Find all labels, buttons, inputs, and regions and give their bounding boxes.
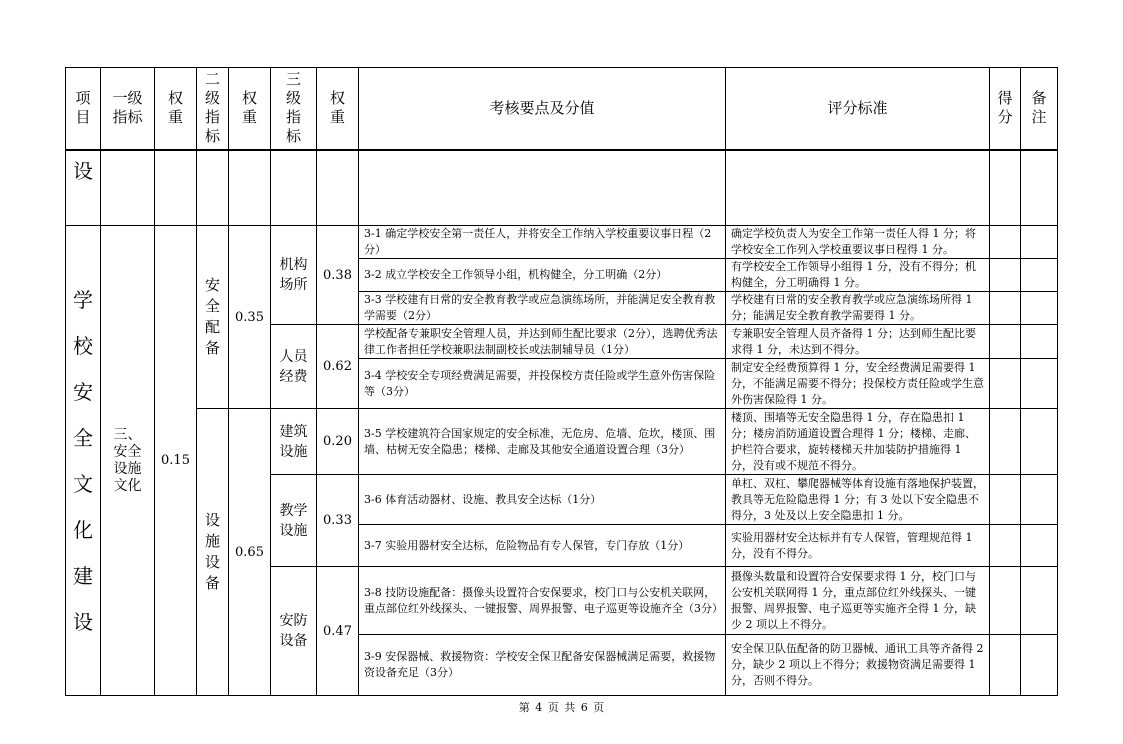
score-cell [990,475,1021,525]
remarks-cell [1021,409,1058,475]
header-row [66,68,1058,150]
level3-weight-buildings: 0.20 [317,409,359,475]
remarks-cell [1021,359,1058,409]
criteria-staffing: 专兼职安全管理人员齐备得 1 分；达到师生配比要求得 1 分，未达到不得分。 [726,325,990,359]
criteria-3-8: 摄像头数量和设置符合安保要求得 1 分，校门口与公安机关联网得 1 分，重点部位红外线探头、一键报警、周界报警、电子巡更等实施齐全得 1 分，缺少 2 项以上不得分。 [726,567,990,635]
header-level2: 二 级 指 标 [197,68,229,150]
continuation-row [66,150,1058,226]
key-point-3-2: 3-2 成立学校安全工作领导小组，机构健全，分工明确（2分） [359,259,726,292]
level2-weight-safety-equipment: 0.35 [229,226,271,409]
header-remarks: 备 注 [1021,68,1058,150]
key-point-3-8: 3-8 技防设施配备：摄像头设置符合安保要求，校门口与公安机关联网，重点部位红外线探头、一键报警、周界报警、电子巡更等设施齐全（3分） [359,567,726,635]
score-cell [990,567,1021,635]
page-number-footer: 第 4 页 共 6 页 [518,701,606,714]
key-point-3-5: 3-5 学校建筑符合国家规定的安全标准，无危房、危墙、危坎，楼顶、围墙、枯树无安全隐患；楼梯、走廊及其他安全通道设置合理（3分） [359,409,726,475]
criteria-3-1: 确定学校负责人为安全工作第一责任人得 1 分；将学校安全工作列入学校重要议事日程得 1 分。 [726,226,990,259]
remarks-cell [1021,567,1058,635]
criteria-3-3: 学校建有日常的安全教育教学或应急演练场所得 1 分；能满足安全教育教学需要得 1 分。 [726,292,990,325]
table-row [66,409,1058,475]
criteria-3-7: 实验用器材安全达标并有专人保管，管理规范得 1 分，没有不得分。 [726,525,990,567]
score-cell [990,359,1021,409]
header-level3: 三 级 指 标 [271,68,317,150]
key-point-3-4: 3-4 学校安全专项经费满足需要，并投保校方责任险或学生意外伤害保险等（3分） [359,359,726,409]
score-cell [990,325,1021,359]
score-cell [990,292,1021,325]
header-score: 得 分 [990,68,1021,150]
level3-weight-teaching: 0.33 [317,475,359,567]
section-title: 学 校 安 全 文 化 建 设 [66,226,101,696]
level3-label-institution: 机构 场所 [271,226,317,325]
level3-weight-institution: 0.38 [317,226,359,325]
table-row [66,226,1058,259]
criteria-3-4: 制定安全经费预算得 1 分，安全经费满足需要得 1 分，不能满足需要不得分；投保校方责任险或学生意外伤害保险得 1 分。 [726,359,990,409]
header-project: 项 目 [66,68,101,150]
score-cell [990,635,1021,696]
key-point-staffing: 学校配备专兼职安全管理人员，并达到师生配比要求（2分），选聘优秀法律工作者担任学校兼职法制副校长或法制辅导员（1分） [359,325,726,359]
key-point-3-6: 3-6 体育活动器材、设施、教具安全达标（1分） [359,475,726,525]
level3-label-personnel: 人员 经费 [271,325,317,409]
level2-weight-facilities: 0.65 [229,409,271,696]
header-key-points: 考核要点及分值 [359,68,726,150]
header-weight1: 权 重 [155,68,197,150]
header-weight3: 权 重 [317,68,359,150]
criteria-3-5: 楼顶、围墙等无安全隐患得 1 分，存在隐患扣 1 分；楼房消防通道设置合理得 1 分；楼梯、走廊、护栏符合要求，旋转楼梯天井加装防护措施得 1 分，没有或不规范不得分。 [726,409,990,475]
remarks-cell [1021,635,1058,696]
level3-weight-personnel: 0.62 [317,325,359,409]
remarks-cell [1021,525,1058,567]
key-point-3-1: 3-1 确定学校安全第一责任人，并将安全工作纳入学校重要议事日程（2分） [359,226,726,259]
remarks-cell [1021,259,1058,292]
header-weight2: 权 重 [229,68,271,150]
score-cell [990,259,1021,292]
criteria-3-9: 安全保卫队伍配备的防卫器械、通讯工具等齐备得 2 分，缺少 2 项以上不得分；救援物资满足需要得 1 分，否则不得分。 [726,635,990,696]
remarks-cell [1021,292,1058,325]
level3-label-security: 安防 设备 [271,567,317,696]
key-point-3-3: 3-3 学校建有日常的安全教育教学或应急演练场所，并能满足安全教育教学需要（2分） [359,292,726,325]
score-cell [990,226,1021,259]
level3-label-buildings: 建筑 设施 [271,409,317,475]
header-level1: 一级 指标 [101,68,155,150]
level1-weight: 0.15 [155,226,197,696]
remarks-cell [1021,475,1058,525]
key-point-3-9: 3-9 安保器械、救援物资：学校安全保卫配备安保器械满足需要，救援物资设备充足（3分） [359,635,726,696]
key-point-3-7: 3-7 实验用器材安全达标，危险物品有专人保管，专门存放（1分） [359,525,726,567]
level3-label-teaching: 教学 设施 [271,475,317,567]
remarks-cell [1021,325,1058,359]
evaluation-table [65,67,1058,696]
score-cell [990,409,1021,475]
continuation-section-char: 设 [66,150,101,226]
remarks-cell [1021,226,1058,259]
score-cell [990,525,1021,567]
level1-label: 三、 安全 设施 文化 [101,226,155,696]
criteria-3-6: 单杠、双杠、攀爬器械等体育设施有落地保护装置，教具等无危险隐患得 1 分；有 3 处以下安全隐患不得分，3 处及以上安全隐患扣 1 分。 [726,475,990,525]
criteria-3-2: 有学校安全工作领导小组得 1 分，没有不得分；机构健全，分工明确得 1 分。 [726,259,990,292]
level2-label-facilities: 设 施 设 备 [197,409,229,696]
header-criteria: 评分标准 [726,68,990,150]
level3-weight-security: 0.47 [317,567,359,696]
level2-label-safety-equipment: 安 全 配 备 [197,226,229,409]
